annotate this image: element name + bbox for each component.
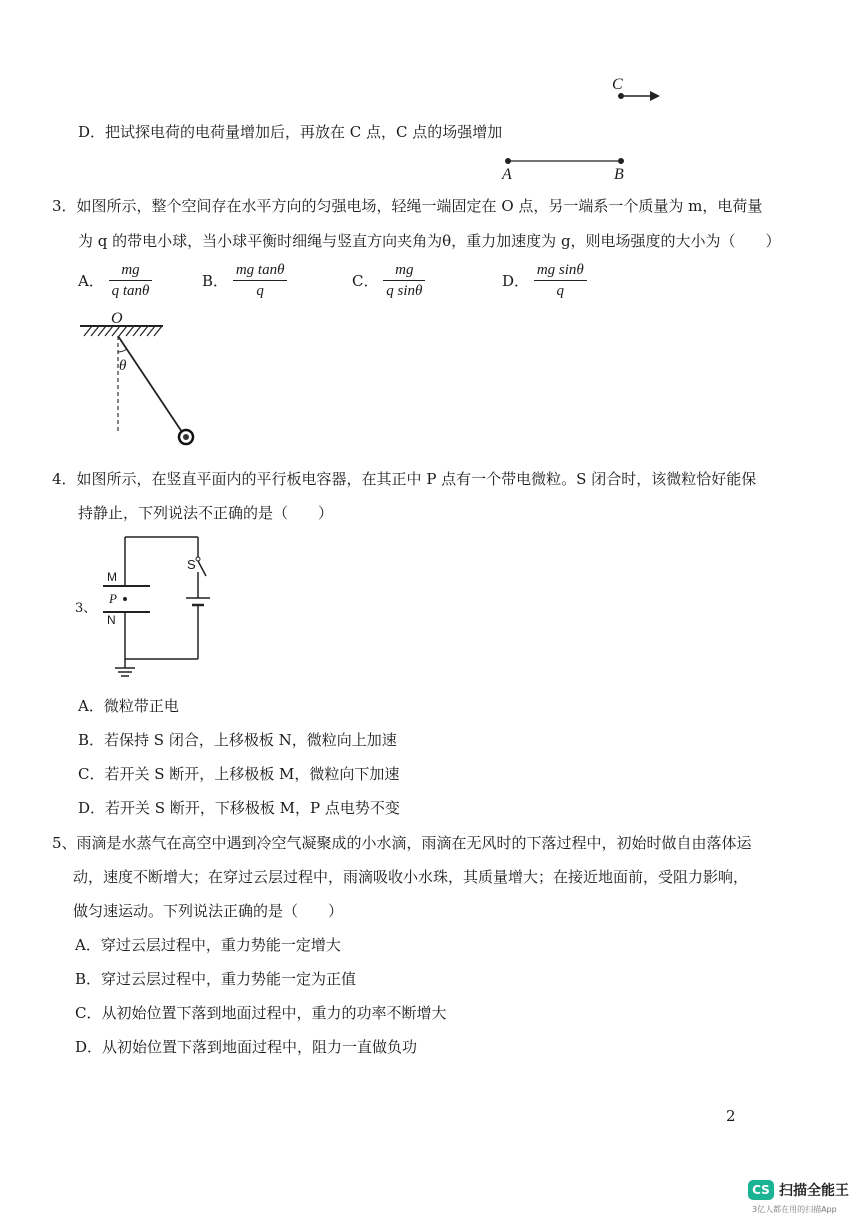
particle-p (123, 597, 127, 601)
q3-option-c-letter: C． (352, 272, 379, 290)
switch-pivot (196, 557, 200, 561)
q2-option-d: D．把试探电荷的电荷量增加后，再放在 C 点，C 点的场强增加 (78, 123, 503, 141)
q3-option-b-letter: B． (202, 272, 229, 290)
scanner-app-name: 扫描全能王 (779, 1183, 849, 1199)
q4-option-a: A．微粒带正电 (78, 697, 179, 715)
q4-option-b: B．若保持 S 闭合，上移极板 N，微粒向上加速 (78, 731, 397, 749)
q3-option-a-letter: A． (78, 272, 104, 290)
switch-blade (198, 561, 206, 576)
q3-option-b-denominator: q (256, 283, 264, 299)
q5-stem-line1: 5、雨滴是水蒸气在高空中遇到冷空气凝聚成的小水滴，雨滴在无风时的下落过程中，初始时做自由落体运 (52, 834, 752, 852)
q3-option-d-letter: D． (502, 272, 530, 290)
q5-option-c: C．从初始位置下落到地面过程中，重力的功率不断增大 (75, 1004, 447, 1022)
q3-option-d-denominator: q (556, 283, 565, 299)
q5-option-d: D．从初始位置下落到地面过程中，阻力一直做负功 (75, 1038, 418, 1056)
label-p: P (109, 591, 117, 606)
label-theta: θ (119, 358, 127, 374)
q5-option-b: B．穿过云层过程中，重力势能一定为正值 (75, 970, 357, 988)
label-3: 3、 (75, 601, 97, 616)
q3-option-a-numerator: mg (109, 260, 153, 281)
page-number: 2 (726, 1107, 736, 1125)
q4-stem-line1: 4．如图所示，在竖直平面内的平行板电容器，在其正中 P 点有一个带电微粒。S 闭合时，该微粒恰好能保 (52, 470, 757, 488)
q4-stem-line2: 持静止，下列说法不正确的是（ ） (78, 504, 334, 522)
q5-stem-line3: 做匀速运动。下列说法正确的是（ ） (73, 902, 344, 920)
q5-stem-line2: 动，速度不断增大；在穿过云层过程中，雨滴吸收小水珠，其质量增大；在接近地面前，受阻力影响， (73, 868, 749, 886)
label-m: M (107, 570, 117, 584)
q3-stem-line1: 3．如图所示，整个空间存在水平方向的匀强电场，轻绳一端固定在 O 点，另一端系一个质量为 m，电荷量 (52, 197, 763, 215)
q3-stem-line2: 为 q 的带电小球，当小球平衡时细绳与竖直方向夹角为θ，重力加速度为 g，则电场强度的大小为（ ） (78, 232, 781, 250)
q4-option-c: C．若开关 S 断开，上移极板 M，微粒向下加速 (78, 765, 400, 783)
label-o: O (111, 310, 123, 327)
q3-option-d-numerator: mg sinθ (534, 260, 587, 281)
q3-option-c-denominator: q sinθ (386, 283, 423, 299)
label-s: S (187, 557, 196, 572)
label-a: A (502, 166, 512, 183)
q3-option-c-numerator: mg (383, 260, 425, 281)
q3-option-b-numerator: mg tanθ (233, 260, 288, 281)
q3-option-a-denominator: q tanθ (111, 283, 150, 299)
label-b: B (614, 166, 624, 183)
scanner-app-tagline: 3亿人都在用的扫描App (752, 1205, 837, 1214)
q4-option-d: D．若开关 S 断开，下移极板 M，P 点电势不变 (78, 799, 400, 817)
scanner-logo-icon: CS (748, 1180, 774, 1200)
label-c: C (612, 76, 623, 93)
q5-option-a: A．穿过云层过程中，重力势能一定增大 (75, 936, 341, 954)
label-n: N (107, 613, 116, 627)
